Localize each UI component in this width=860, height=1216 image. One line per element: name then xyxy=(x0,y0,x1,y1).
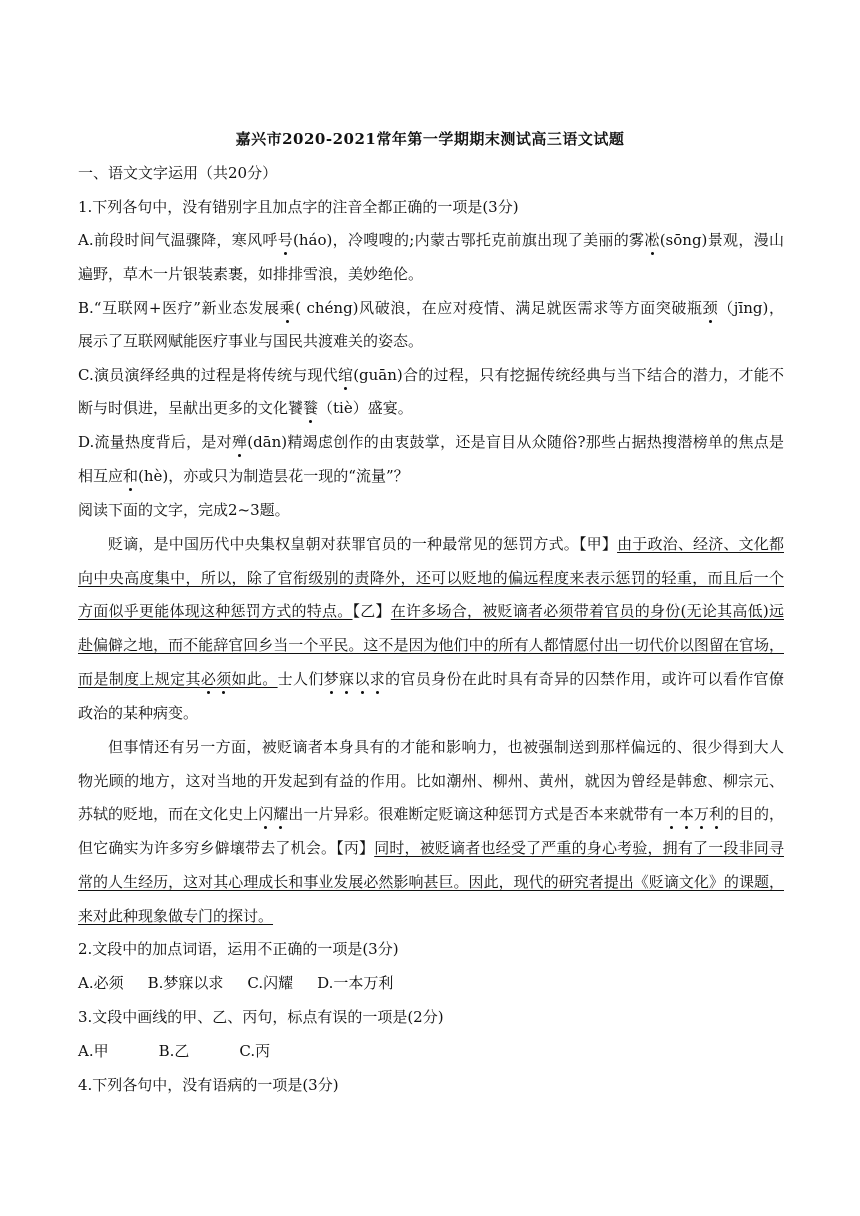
q1-option-b: B.“互联网+医疗”新业态发展乘( chéng)风破浪，在应对疫情、满足就医需求等方面突破瓶颈（jīng)， xyxy=(78,299,784,317)
q1-stem: 1.下列各句中，没有错别字且加点字的注音全都正确的一项是(3分) xyxy=(78,198,519,216)
q2-option: A.必须 xyxy=(78,974,124,992)
q2-stem: 2.文段中的加点词语，运用不正确的一项是(3分) xyxy=(78,940,399,958)
q1-option-c-cont: 断与时俱进，呈献出更多的文化饕餮（tiè）盛宴。 xyxy=(78,399,413,417)
passage-p1-line4: 赴偏僻之地，而不能辞官回乡当一个平民。这不是因为他们中的所有人都情愿付出一切代价以图留在官场， xyxy=(78,636,784,654)
q1-option-d: D.流量热度背后，是对殚(dān)精竭虑创作的由衷鼓掌，还是盲目从众随俗?那些占据热搜潜榜单的焦点是 xyxy=(78,433,784,451)
passage-p2-line5: 常的人生经历，这对其心理成长和事业发展必然影响甚巨。因此，现代的研究者提出《贬谪文化》的课题， xyxy=(78,873,784,891)
q3-option: B.乙 xyxy=(158,1042,190,1060)
passage-p2-line1: 但事情还有另一方面，被贬谪者本身具有的才能和影响力，也被强制送到那样偏远的、很少得到大人 xyxy=(108,738,784,756)
q3-option: A.甲 xyxy=(78,1042,109,1060)
q2-option: C.闪耀 xyxy=(247,974,294,992)
passage-p2-line6: 来对此种现象做专门的探讨。 xyxy=(78,907,274,925)
q3-stem: 3.文段中画线的甲、乙、丙句，标点有误的一项是(2分) xyxy=(78,1008,444,1026)
passage-p1-line5: 而是制度上规定其必须如此。士人们梦寐以求的官员身份在此时具有奇异的囚禁作用，或许可以看作官僚 xyxy=(78,670,784,688)
q4-stem: 4.下列各句中，没有语病的一项是(3分) xyxy=(78,1076,339,1094)
passage-p1-line3: 方面似乎更能体现这种惩罚方式的特点。【乙】在许多场合，被贬谪者必须带着官员的身份(无论其高低)远 xyxy=(78,602,784,620)
q2-option: B.梦寐以求 xyxy=(147,974,224,992)
passage-p1-line2: 向中央高度集中，所以，除了官衔级别的责降外，还可以贬地的偏远程度来表示惩罚的轻重，而且后一个 xyxy=(78,569,784,587)
q1-option-c: C.演员演绎经典的过程是将传统与现代绾(guān)合的过程，只有挖掘传统经典与当下结合的潜力，才能不 xyxy=(78,366,784,384)
q1-option-b-cont: 展示了互联网赋能医疗事业与国民共渡难关的姿态。 xyxy=(78,332,424,350)
q2-option: D.一本万利 xyxy=(317,974,394,992)
passage-p1-line6: 政治的某种病变。 xyxy=(78,704,199,722)
section-heading: 一、语文文字运用（共20分） xyxy=(78,164,278,182)
passage-p2-line2: 物光顾的地方，这对当地的开发起到有益的作用。比如潮州、柳州、黄州，就因为曾经是韩愈、柳宗元、 xyxy=(78,772,784,790)
passage-p2-line4: 但它确实为许多穷乡僻壤带去了机会。【丙】同时，被贬谪者也经受了严重的身心考验，拥有了一段非同寻 xyxy=(78,839,784,857)
reading-intro: 阅读下面的文字，完成2~3题。 xyxy=(78,501,290,519)
passage-p2-line3: 苏轼的贬地，而在文化史上闪耀出一片异彩。很难断定贬谪这种惩罚方式是否本来就带有一本万利的目的， xyxy=(78,805,784,823)
q3-option: C.丙 xyxy=(239,1042,271,1060)
q1-option-d-cont: 相互应和(hè)，亦或只为制造昙花一现的“流量”？ xyxy=(78,467,409,485)
q1-option-a-cont: 遍野，草木一片银装素裹，如排排雪浪，美妙绝伦。 xyxy=(78,265,424,283)
page-title: 嘉兴市2020-2021常年第一学期期末测试高三语文试题 xyxy=(235,130,625,148)
passage-p1-line1: 贬谪，是中国历代中央集权皇朝对获罪官员的一种最常见的惩罚方式。【甲】由于政治、经济、文化都 xyxy=(108,535,784,553)
q3-options xyxy=(78,1040,784,1062)
q1-option-a: A.前段时间气温骤降，寒风呼号(háo)，冷嗖嗖的;内蒙古鄂托克前旗出现了美丽的雾凇(sōng)景观，漫山 xyxy=(78,231,784,249)
q2-options xyxy=(78,972,784,994)
